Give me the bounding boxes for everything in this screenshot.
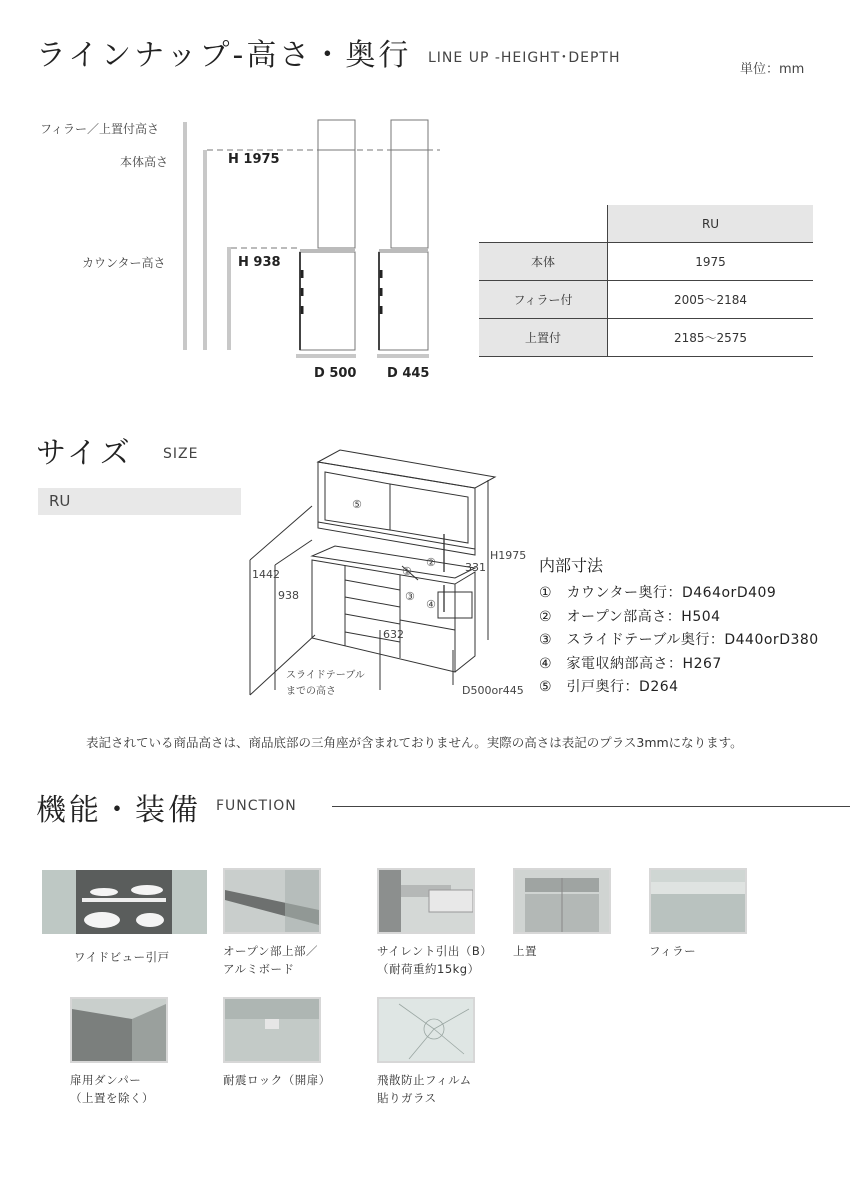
spec-row-value: 1975 <box>608 243 814 281</box>
inner-dimension-list <box>539 582 819 700</box>
feature-caption: 耐震ロック（開扉） <box>223 1073 331 1087</box>
feature-top-unit <box>513 868 611 960</box>
unit-label: 単位：mm <box>740 62 805 77</box>
filler-photo <box>649 868 747 934</box>
height-spec-table <box>479 205 813 357</box>
lineup-title: ラインナップ-高さ・奥行 <box>36 38 412 73</box>
slide-label-line1: スライドテーブル <box>286 670 365 681</box>
feature-aluminum-board <box>223 868 321 978</box>
counter-height-label: カウンター高さ <box>82 256 166 270</box>
feature-caption: 飛散防止フィルム <box>377 1073 472 1087</box>
feature-caption: （上置を除く） <box>70 1091 154 1105</box>
function-title: 機能・装備 <box>36 793 201 828</box>
spec-column-header: RU <box>608 205 814 243</box>
inner-dimension-title: 内部寸法 <box>539 556 604 575</box>
size-subtitle: SIZE <box>163 446 199 462</box>
filler-height-label: フィラー／上置付高さ <box>40 122 160 136</box>
circle-5: ⑤ <box>352 498 362 511</box>
door-damper-photo <box>70 997 168 1063</box>
table-row <box>479 319 813 357</box>
body-height-label: 本体高さ <box>120 155 169 169</box>
model-bar: RU <box>38 488 241 515</box>
d331-label: 331 <box>465 561 486 574</box>
feature-caption: オープン部上部／ <box>223 944 318 958</box>
feature-silent-drawer <box>377 868 492 978</box>
feature-caption: 扉用ダンパー <box>70 1073 142 1087</box>
feature-caption: サイレント引出（B） <box>377 944 493 958</box>
slide-label-line2: までの高さ <box>286 686 336 697</box>
spec-row-label: フィラー付 <box>479 281 608 319</box>
feature-caption: （耐荷重約15kg） <box>377 962 480 976</box>
depth-label: D500or445 <box>462 684 524 697</box>
silent-drawer-photo <box>377 868 475 934</box>
spec-row-value: 2005～2184 <box>608 281 814 319</box>
top-unit-photo <box>513 868 611 934</box>
feature-shatterproof-glass <box>377 997 475 1107</box>
d632-label: 632 <box>383 628 404 641</box>
d500-label: D 500 <box>314 366 357 381</box>
list-item: ④ 家電収納部高さ：H267 <box>539 655 722 672</box>
circle-1: ① <box>402 565 412 578</box>
feature-filler <box>649 868 747 960</box>
list-item: ② オープン部高さ：H504 <box>539 608 721 625</box>
feature-caption: ワイドビュー引戸 <box>74 950 170 964</box>
spec-row-label: 上置付 <box>479 319 608 357</box>
wide-view-door-photo <box>42 870 207 934</box>
d1442-label: 1442 <box>252 568 280 581</box>
table-row <box>479 281 813 319</box>
spec-row-value: 2185～2575 <box>608 319 814 357</box>
feature-caption: アルミボード <box>223 962 295 976</box>
height-note: 表記されている商品高さは、商品底部の三角座が含まれておりません。実際の高さは表記のプラス3mmになります。 <box>86 735 743 750</box>
list-item: ③ スライドテーブル奥行：D440orD380 <box>539 632 819 648</box>
circle-4: ④ <box>426 598 436 611</box>
shatterproof-glass-photo <box>377 997 475 1063</box>
feature-caption: フィラー <box>649 944 697 958</box>
function-divider <box>332 806 850 807</box>
d938-label: 938 <box>278 589 299 602</box>
h1975-diagram-label: H1975 <box>490 549 527 562</box>
spec-row-label: 本体 <box>479 243 608 281</box>
table-row <box>479 243 813 281</box>
size-diagram <box>240 440 540 710</box>
aluminum-board-photo <box>223 868 321 934</box>
seismic-lock-photo <box>223 997 321 1063</box>
feature-seismic-lock <box>223 997 331 1089</box>
feature-caption: 上置 <box>513 944 537 958</box>
h1975-label: H 1975 <box>228 152 280 167</box>
feature-door-damper <box>70 997 168 1107</box>
circle-3: ③ <box>405 590 415 603</box>
lineup-height-diagram <box>0 110 460 370</box>
function-subtitle: FUNCTION <box>216 798 297 814</box>
h938-label: H 938 <box>238 255 281 270</box>
size-title: サイズ <box>36 436 133 471</box>
list-item: ① カウンター奥行：D464orD409 <box>539 585 777 601</box>
circle-2: ② <box>426 556 436 569</box>
list-item: ⑤ 引戸奥行：D264 <box>539 679 679 695</box>
d445-label: D 445 <box>387 366 430 381</box>
feature-caption: 貼りガラス <box>377 1091 437 1105</box>
lineup-subtitle: LINE UP -HEIGHT･DEPTH <box>428 50 621 66</box>
feature-wide-view <box>42 870 207 966</box>
